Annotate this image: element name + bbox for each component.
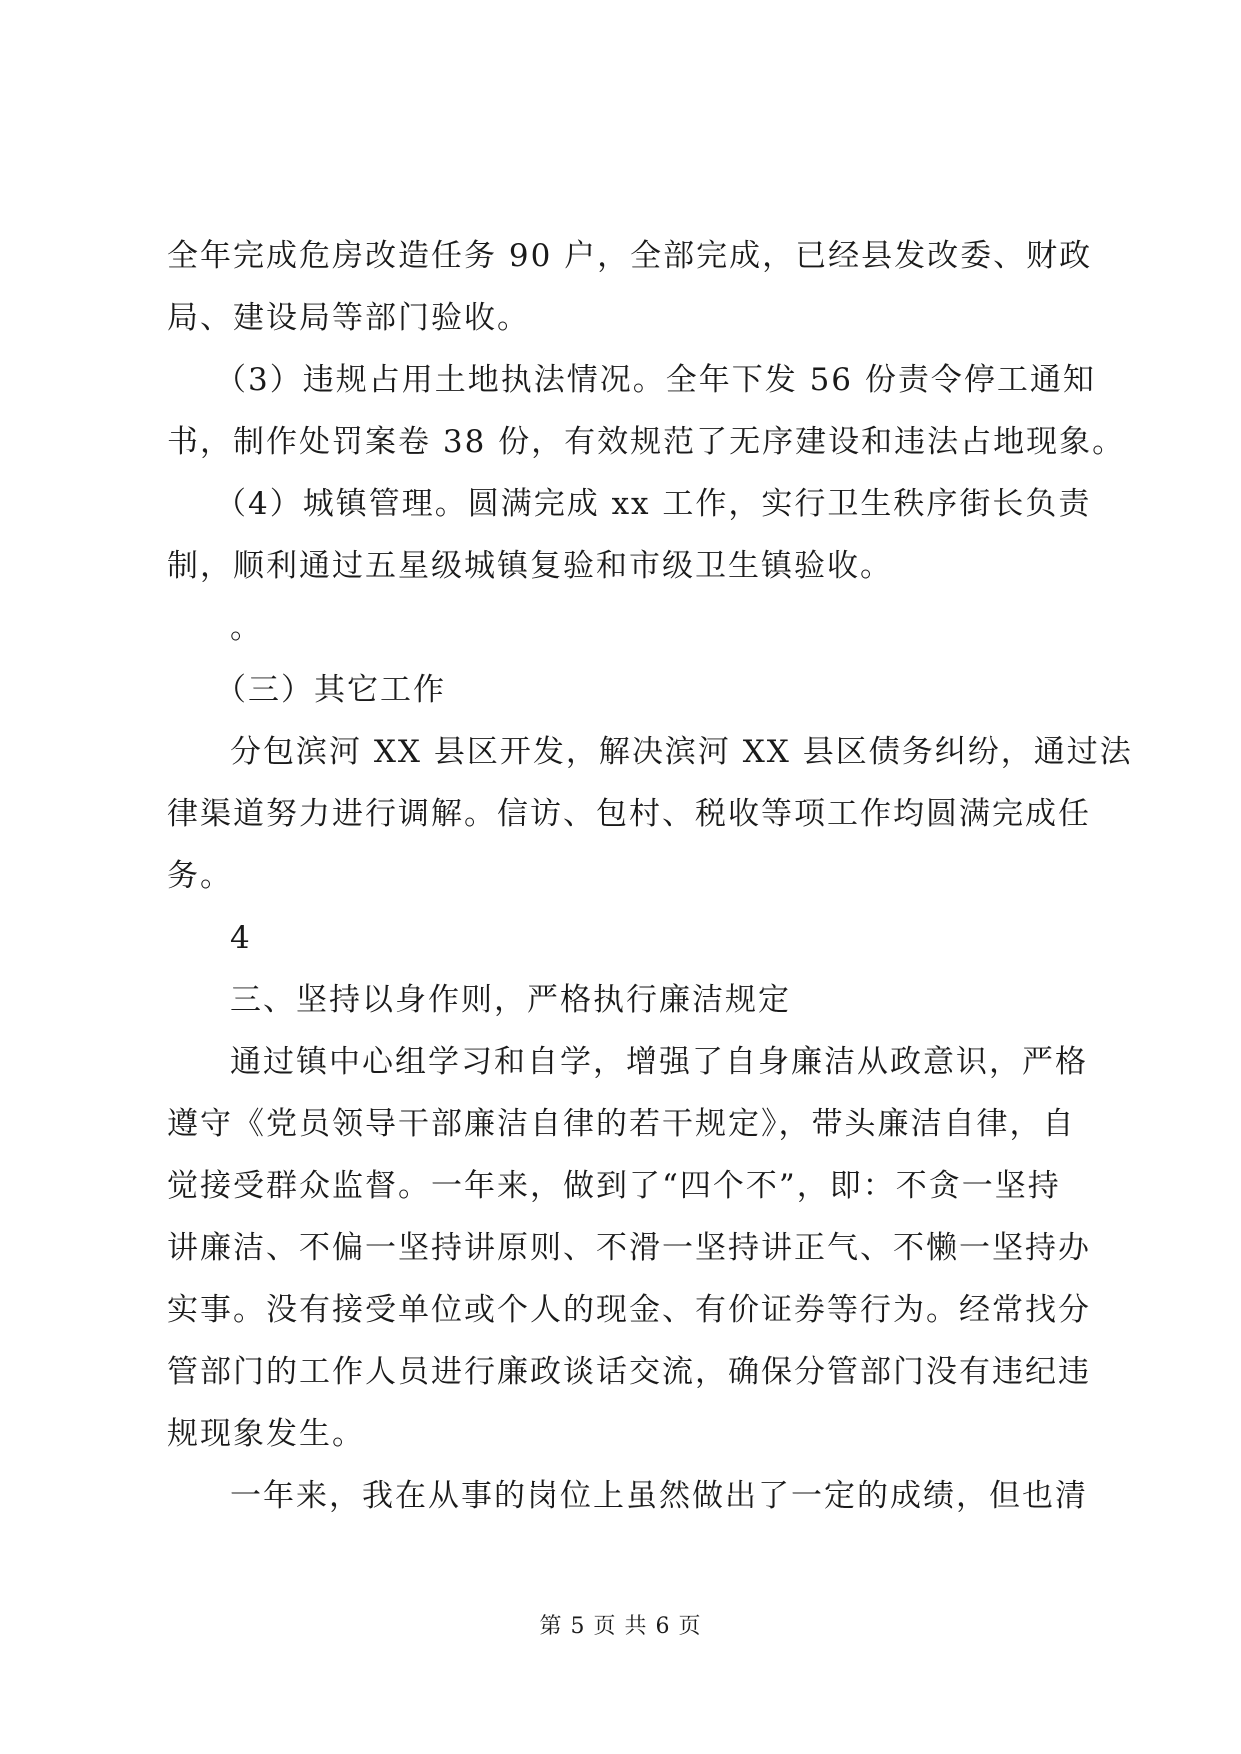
body-line: 局、建设局等部门验收。 bbox=[167, 300, 530, 336]
body-line: 遵守《党员领导干部廉洁自律的若干规定》，带头廉洁自律，自 bbox=[167, 1106, 1076, 1142]
body-line: 通过镇中心组学习和自学，增强了自身廉洁从政意识，严格 bbox=[230, 1044, 1088, 1080]
body-line: 书，制作处罚案卷 38 份，有效规范了无序建设和违法占地现象。 bbox=[167, 424, 1126, 460]
body-line: 全年完成危房改造任务 90 户，全部完成，已经县发改委、财政 bbox=[167, 238, 1093, 274]
page-footer: 第 5 页 共 6 页 bbox=[539, 1614, 702, 1639]
body-line: 实事。没有接受单位或个人的现金、有价证券等行为。经常找分 bbox=[167, 1292, 1091, 1328]
body-line: 管部门的工作人员进行廉政谈话交流，确保分管部门没有违纪违 bbox=[167, 1354, 1091, 1390]
body-line: 4 bbox=[230, 920, 252, 956]
body-line: 觉接受群众监督。一年来，做到了“四个不”，即：不贪一坚持 bbox=[167, 1168, 1061, 1204]
body-line: 讲廉洁、不偏一坚持讲原则、不滑一坚持讲正气、不懒一坚持办 bbox=[167, 1230, 1091, 1266]
body-line: 规现象发生。 bbox=[167, 1416, 365, 1452]
body-line: 分包滨河 XX 县区开发，解决滨河 XX 县区债务纠纷，通过法 bbox=[230, 734, 1133, 770]
section-heading: （三）其它工作 bbox=[215, 672, 446, 708]
body-line: 律渠道努力进行调解。信访、包村、税收等项工作均圆满完成任 bbox=[167, 796, 1091, 832]
body-line: （4）城镇管理。圆满完成 xx 工作，实行卫生秩序街长负责 bbox=[215, 486, 1092, 522]
body-line: 一年来，我在从事的岗位上虽然做出了一定的成绩，但也清 bbox=[230, 1478, 1088, 1514]
body-line: 。 bbox=[230, 610, 263, 646]
body-line: 制，顺利通过五星级城镇复验和市级卫生镇验收。 bbox=[167, 548, 893, 584]
body-line: （3）违规占用土地执法情况。全年下发 56 份责令停工通知 bbox=[215, 362, 1096, 398]
section-heading: 三、坚持以身作则，严格执行廉洁规定 bbox=[230, 982, 791, 1018]
body-line: 务。 bbox=[167, 858, 233, 894]
